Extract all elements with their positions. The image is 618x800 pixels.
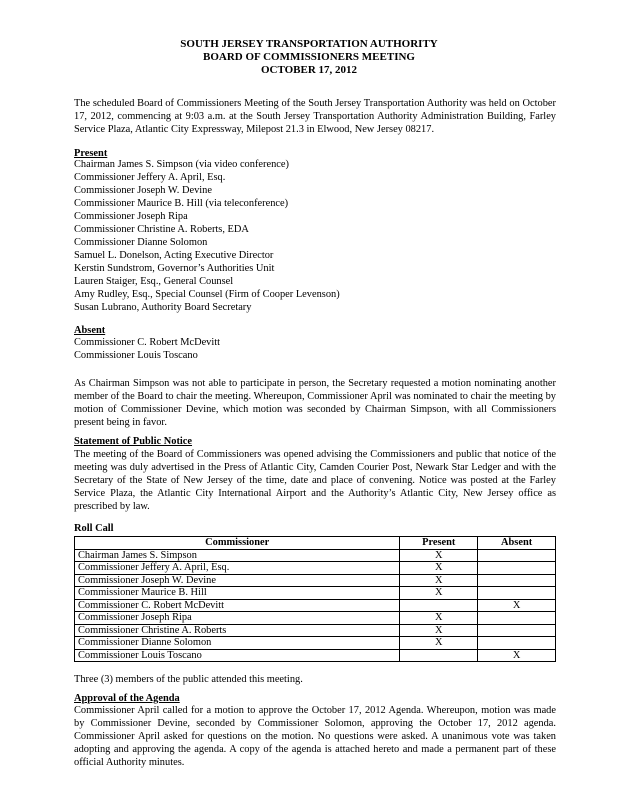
table-row xyxy=(75,587,556,600)
commissioner-name-cell: Commissioner Maurice B. Hill xyxy=(75,587,400,600)
commissioner-name-cell: Commissioner C. Robert McDevitt xyxy=(75,599,400,612)
present-list-item: Commissioner Jeffery A. April, Esq. xyxy=(74,172,226,183)
absent-heading: Absent xyxy=(74,325,106,336)
commissioner-name-cell: Commissioner Louis Toscano xyxy=(75,649,400,662)
document-title-date: OCTOBER 17, 2012 xyxy=(260,64,358,76)
absent-mark-cell xyxy=(478,562,556,575)
present-list xyxy=(74,158,554,314)
commissioner-name-cell: Commissioner Jeffery A. April, Esq. xyxy=(75,562,400,575)
agenda-paragraph: Commissioner April called for a motion to approve the October 17, 2012 Agenda. Whereupon, motion was made by Commissioner Devine, seconded by Commissioner Solomon, approving the October 17, 2012 agenda. Commissioner April asked for questions on the motion. No questions were asked. A unanimous vote was taken adopting and approving the agenda. A copy of the agenda is attached hereto and made a permanent part of these official Authority minutes. xyxy=(74,705,556,768)
public-notice-heading: Statement of Public Notice xyxy=(74,436,193,447)
absent-mark-cell: X xyxy=(478,599,556,612)
present-list-item: Commissioner Joseph W. Devine xyxy=(74,185,212,196)
present-list-item: Susan Lubrano, Authority Board Secretary xyxy=(74,302,252,313)
present-mark-cell: X xyxy=(400,574,478,587)
table-row xyxy=(75,562,556,575)
present-mark-cell: X xyxy=(400,612,478,625)
commissioner-name-cell: Commissioner Christine A. Roberts xyxy=(75,624,400,637)
absent-mark-cell xyxy=(478,549,556,562)
table-row xyxy=(75,612,556,625)
present-list-item: Kerstin Sundstrom, Governor’s Authorities Unit xyxy=(74,263,275,274)
present-list-item: Lauren Staiger, Esq., General Counsel xyxy=(74,276,234,287)
commissioner-name-cell: Commissioner Joseph W. Devine xyxy=(75,574,400,587)
present-mark-cell: X xyxy=(400,624,478,637)
present-list-item: Commissioner Christine A. Roberts, EDA xyxy=(74,224,249,235)
document-title-line-2: BOARD OF COMMISSIONERS MEETING xyxy=(203,51,415,63)
public-notice-paragraph: The meeting of the Board of Commissioners was opened advising the Commissioners and public that notice of the meeting was duly advertised in the Press of Atlantic City, Camden Courier Post, Newark Star Ledger and with the Secretary of the State of New Jersey of the time, date and place of convening. Notice was posted at the Farley Service Plaza, the Atlantic City International Airport and the Authority’s Atlantic City, New Jersey office as prescribed by law. xyxy=(74,449,556,512)
column-header-absent: Absent xyxy=(478,537,556,550)
present-list-item: Chairman James S. Simpson (via video conference) xyxy=(74,159,289,170)
table-row xyxy=(75,574,556,587)
intro-paragraph: The scheduled Board of Commissioners Meeting of the South Jersey Transportation Authority was held on October 17, 2012, commencing at 9:03 a.m. at the South Jersey Transportation Authority Administration Building, Farley Service Plaza, Atlantic City Expressway, Milepost 21.3 in Elwood, New Jersey 08217. xyxy=(74,98,556,135)
roll-call-heading: Roll Call xyxy=(74,523,114,534)
present-mark-cell: X xyxy=(400,637,478,650)
absent-mark-cell xyxy=(478,612,556,625)
commissioner-name-cell: Chairman James S. Simpson xyxy=(75,549,400,562)
roll-call-body xyxy=(75,549,556,662)
column-header-commissioner: Commissioner xyxy=(75,537,400,550)
absent-mark-cell xyxy=(478,587,556,600)
table-row xyxy=(75,549,556,562)
public-attendance-note: Three (3) members of the public attended this meeting. xyxy=(74,674,303,685)
present-list-item: Commissioner Dianne Solomon xyxy=(74,237,208,248)
commissioner-name-cell: Commissioner Joseph Ripa xyxy=(75,612,400,625)
chair-paragraph: As Chairman Simpson was not able to participate in person, the Secretary requested a motion nominating another member of the Board to chair the meeting. Whereupon, Commissioner April was nominated to chair the meeting by motion of Commissioner Devine, which motion was seconded by Chairman Simpson, with all Commissioners present being in favor. xyxy=(74,378,556,428)
table-row xyxy=(75,637,556,650)
present-list-item: Commissioner Maurice B. Hill (via teleconference) xyxy=(74,198,289,209)
agenda-heading: Approval of the Agenda xyxy=(74,693,180,704)
present-mark-cell: X xyxy=(400,587,478,600)
roll-call-table xyxy=(74,536,556,662)
absent-list xyxy=(74,336,554,362)
table-row xyxy=(75,624,556,637)
present-list-item: Commissioner Joseph Ripa xyxy=(74,211,188,222)
present-mark-cell xyxy=(400,649,478,662)
roll-call-header-row xyxy=(75,537,556,550)
present-mark-cell: X xyxy=(400,549,478,562)
absent-mark-cell xyxy=(478,624,556,637)
absent-list-item: Commissioner C. Robert McDevitt xyxy=(74,337,221,348)
absent-mark-cell: X xyxy=(478,649,556,662)
present-heading: Present xyxy=(74,148,108,159)
present-list-item: Samuel L. Donelson, Acting Executive Director xyxy=(74,250,274,261)
commissioner-name-cell: Commissioner Dianne Solomon xyxy=(75,637,400,650)
absent-mark-cell xyxy=(478,574,556,587)
document-title-line-1: SOUTH JERSEY TRANSPORTATION AUTHORITY xyxy=(180,38,438,50)
absent-mark-cell xyxy=(478,637,556,650)
table-row xyxy=(75,599,556,612)
table-row xyxy=(75,649,556,662)
column-header-present: Present xyxy=(400,537,478,550)
present-mark-cell: X xyxy=(400,562,478,575)
present-mark-cell xyxy=(400,599,478,612)
present-list-item: Amy Rudley, Esq., Special Counsel (Firm of Cooper Levenson) xyxy=(74,289,340,300)
absent-list-item: Commissioner Louis Toscano xyxy=(74,350,198,361)
